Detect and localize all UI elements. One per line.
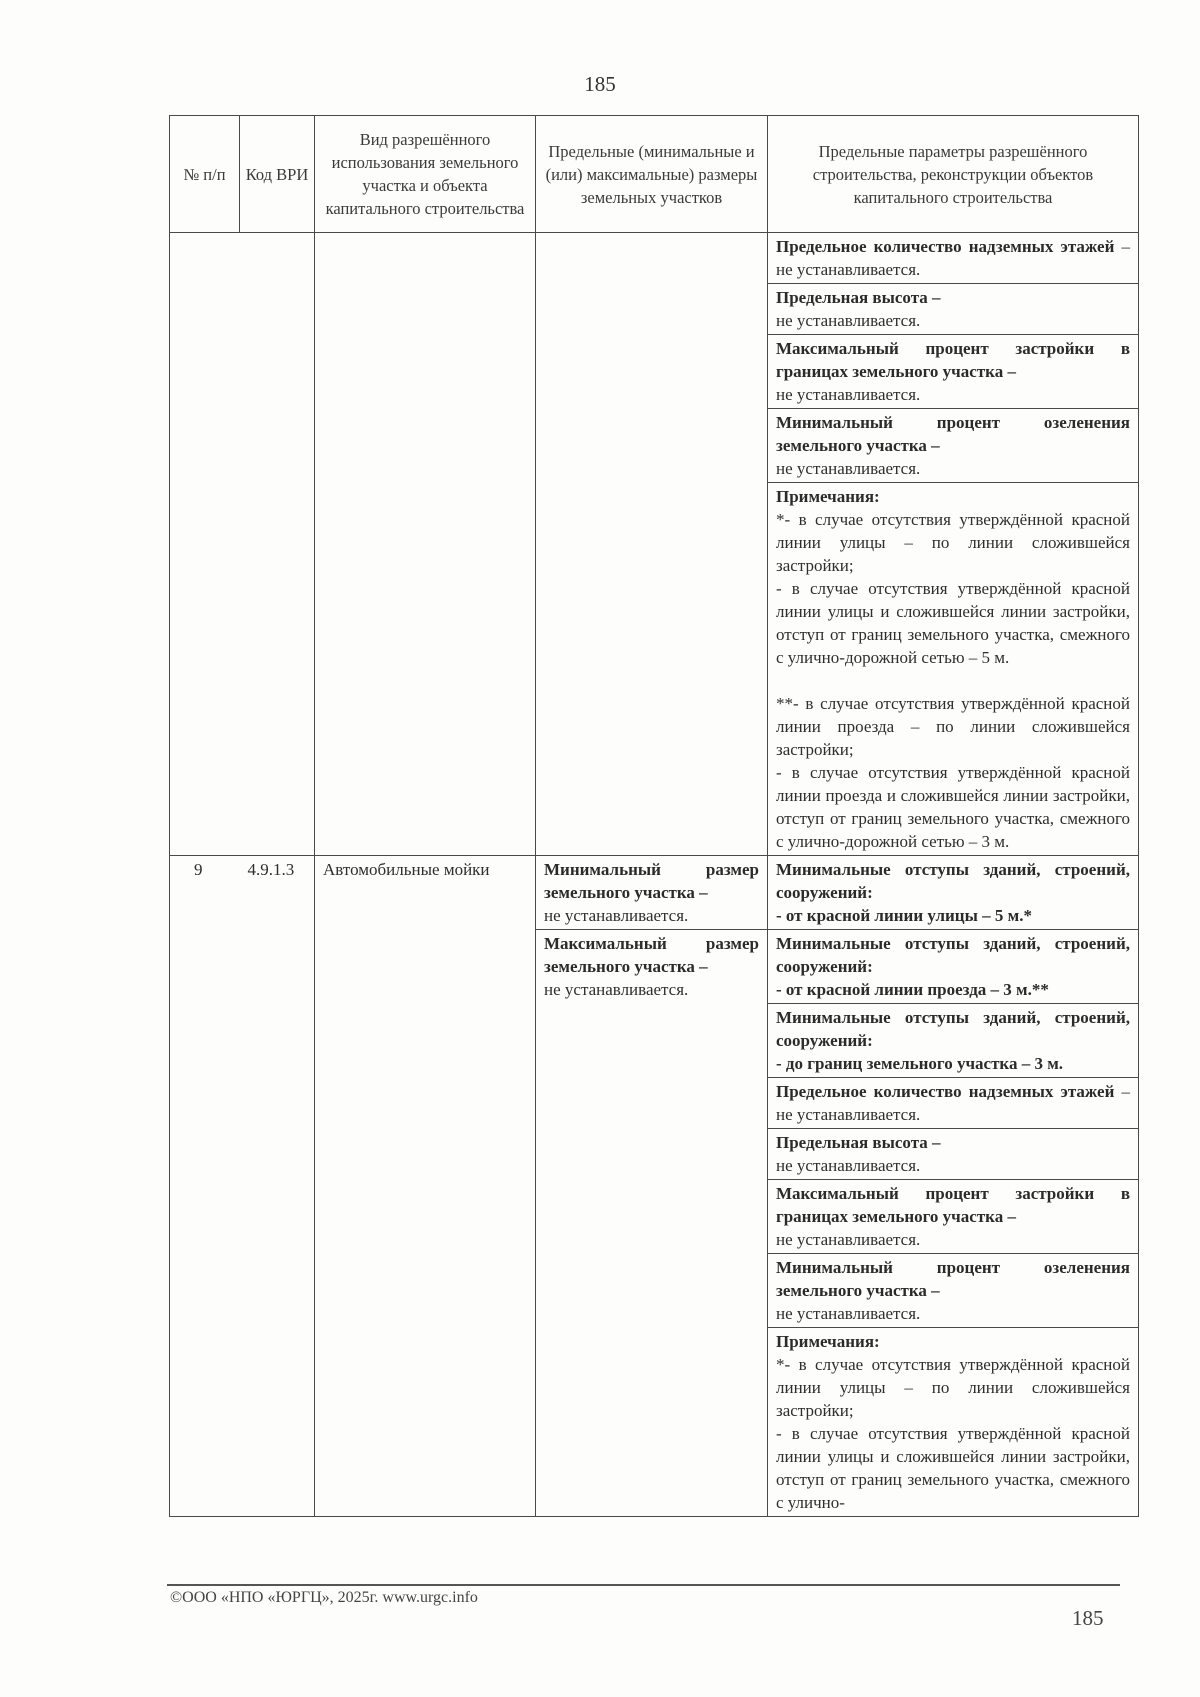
param-cell bbox=[768, 284, 1139, 335]
param-title: Максимальный процент застройки в границах земельного участка – bbox=[776, 1184, 1130, 1226]
param-cell bbox=[768, 1254, 1139, 1328]
param-title: Предельная высота – bbox=[776, 288, 941, 307]
cell-vri-empty bbox=[315, 233, 536, 856]
param-cell bbox=[768, 409, 1139, 483]
param-cell bbox=[768, 233, 1139, 284]
note-paragraph: - в случае отсутствия утверждённой красной линии улицы и сложившейся линии застройки, отступ от границ земельного участка, смежного с улично-дорожной сетью – 5 м. bbox=[776, 579, 1130, 667]
note-paragraph: - в случае отсутствия утверждённой красной линии улицы и сложившейся линии застройки, отступ от границ земельного участка, смежного с улично- bbox=[776, 1424, 1130, 1512]
header-params: Предельные параметры разрешённого строительства, реконструкции объектов капитального строительства bbox=[768, 116, 1139, 233]
table-row bbox=[170, 856, 1139, 930]
regulations-table bbox=[169, 115, 1139, 1517]
cell-row-number bbox=[170, 856, 240, 1517]
min-size-cell bbox=[536, 856, 768, 930]
page-number-bottom: 185 bbox=[1072, 1606, 1104, 1630]
param-value: не устанавливается. bbox=[776, 311, 921, 330]
header-code: Код ВРИ bbox=[240, 116, 315, 233]
notes-title: Примечания: bbox=[776, 487, 880, 506]
param-value: не устанавливается. bbox=[776, 1230, 921, 1249]
header-size: Предельные (минимальные и (или) максимальные) размеры земельных участков bbox=[536, 116, 768, 233]
param-title: Минимальный процент озеленения земельного участка – bbox=[776, 413, 1130, 455]
note-paragraph: *- в случае отсутствия утверждённой красной линии улицы – по линии сложившейся застройки; bbox=[776, 1355, 1130, 1420]
param-value: не устанавливается. bbox=[776, 1304, 921, 1323]
cell-vri-name bbox=[315, 856, 536, 1517]
max-size-cell bbox=[536, 930, 768, 1517]
param-value: - от красной линии проезда – 3 м.** bbox=[776, 980, 1049, 999]
min-size-value: не устанавливается. bbox=[544, 906, 689, 925]
notes-cell bbox=[768, 483, 1139, 856]
note-paragraph: *- в случае отсутствия утверждённой красной линии улицы – по линии сложившейся застройки; bbox=[776, 510, 1130, 575]
note-paragraph: **- в случае отсутствия утверждённой красной линии проезда – по линии сложившейся застройки; bbox=[776, 694, 1130, 759]
max-size-value: не устанавливается. bbox=[544, 980, 689, 999]
footer-divider bbox=[167, 1584, 1120, 1586]
param-value: – не устанавливается. bbox=[776, 237, 1131, 279]
param-value: - до границ земельного участка – 3 м. bbox=[776, 1054, 1064, 1073]
header-vri: Вид разрешённого использования земельного участка и объекта капитального строительства bbox=[315, 116, 536, 233]
param-title: Минимальные отступы зданий, строений, сооружений: bbox=[776, 1008, 1130, 1050]
param-title: Минимальные отступы зданий, строений, сооружений: bbox=[776, 934, 1130, 976]
cell-vri-code bbox=[240, 856, 315, 1517]
param-cell bbox=[768, 1004, 1139, 1078]
cell-size-empty bbox=[536, 233, 768, 856]
cell-no-empty bbox=[170, 233, 240, 856]
param-cell bbox=[768, 856, 1139, 930]
row-number: 9 bbox=[194, 860, 203, 879]
page-number-top: 185 bbox=[584, 72, 616, 96]
param-value: - от красной линии улицы – 5 м.* bbox=[776, 906, 1032, 925]
min-size-title: Минимальный размер земельного участка – bbox=[544, 860, 759, 902]
param-value: – не устанавливается. bbox=[776, 1082, 1131, 1124]
header-no: № п/п bbox=[170, 116, 240, 233]
table-header-row bbox=[170, 116, 1139, 233]
param-title: Максимальный процент застройки в границах земельного участка – bbox=[776, 339, 1130, 381]
cell-code-empty bbox=[240, 233, 315, 856]
param-title: Минимальный процент озеленения земельного участка – bbox=[776, 1258, 1130, 1300]
note-paragraph: - в случае отсутствия утверждённой красной линии проезда и сложившейся линии застройки, отступ от границ земельного участка, смежного с улично-дорожной сетью – 3 м. bbox=[776, 763, 1130, 851]
param-value: не устанавливается. bbox=[776, 459, 921, 478]
param-value: не устанавливается. bbox=[776, 1156, 921, 1175]
notes-title: Примечания: bbox=[776, 1332, 880, 1351]
param-title: Минимальные отступы зданий, строений, сооружений: bbox=[776, 860, 1130, 902]
param-cell bbox=[768, 1129, 1139, 1180]
param-title: Предельное количество надземных этажей bbox=[776, 1082, 1115, 1101]
table-row bbox=[170, 233, 1139, 284]
param-value: не устанавливается. bbox=[776, 385, 921, 404]
param-title: Предельное количество надземных этажей bbox=[776, 237, 1115, 256]
max-size-title: Максимальный размер земельного участка – bbox=[544, 934, 759, 976]
param-cell bbox=[768, 1180, 1139, 1254]
param-cell bbox=[768, 335, 1139, 409]
vri-code: 4.9.1.3 bbox=[247, 860, 295, 879]
param-cell bbox=[768, 930, 1139, 1004]
param-title: Предельная высота – bbox=[776, 1133, 941, 1152]
notes-cell bbox=[768, 1328, 1139, 1517]
footer-copyright: ©ООО «НПО «ЮРГЦ», 2025г. www.urgc.info bbox=[170, 1589, 478, 1606]
vri-name: Автомобильные мойки bbox=[323, 860, 490, 879]
param-cell bbox=[768, 1078, 1139, 1129]
